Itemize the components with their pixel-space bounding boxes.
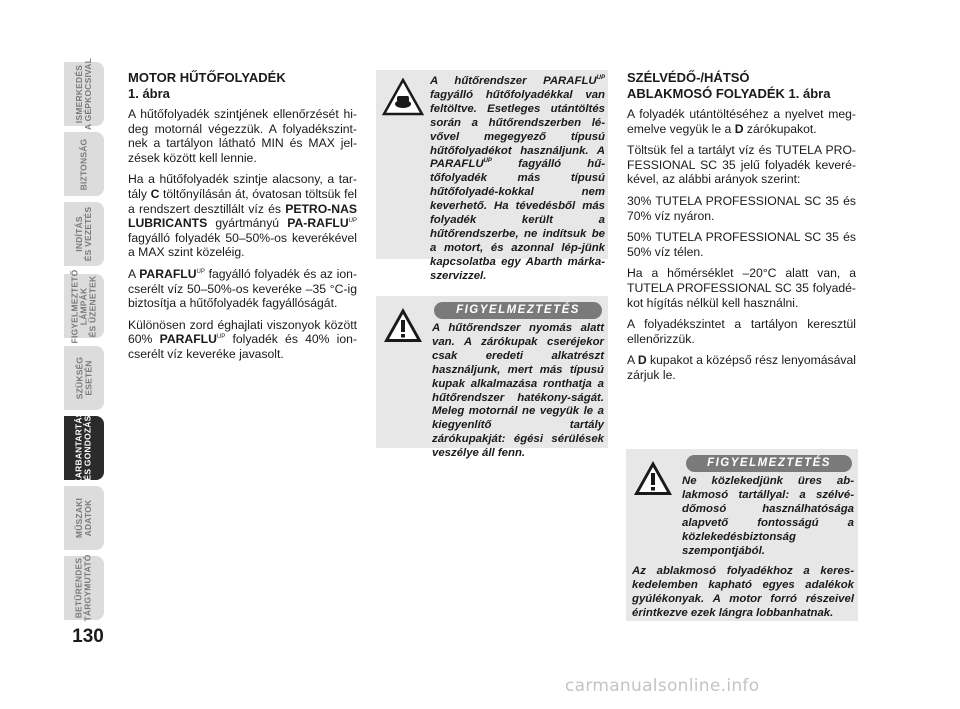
- engine-coolant-section: [128, 70, 357, 369]
- section-title: MOTOR HŰTŐFOLYADÉK: [128, 70, 286, 85]
- paragraph: A folyadékszintet a tartályon keresztül ellenőrizzük.: [627, 317, 856, 346]
- washer-fluid-section: [627, 70, 856, 390]
- paragraph: A hűtőfolyadék szintjének ellenőrzését hi-deg motornál végezzük. A folyadékszint-nek a tartályon látható MIN és MAX jel-zések között kell lennie.: [128, 107, 357, 165]
- coolant-warning-text: A hűtőrendszer nyomás alatt van. A zárókupak cseréjekor csak eredeti alkatrészt használjunk, mert más típusú kupak alkalmazása ronthatja a hűtőrendszer hatékony-ságát. Meleg motornál ne vegyük le a kiegyenlítő tartály zárókupakját: égési sérülések veszélye áll fenn.: [432, 322, 604, 460]
- paragraph: A folyadék utántöltéséhez a nyelvet meg-emelve vegyük le a D zárókupakot.: [627, 107, 856, 136]
- section-title: SZÉLVÉDŐ-/HÁTSÓ: [627, 70, 750, 85]
- section-title: ABLAKMOSÓ FOLYADÉK 1. ábra: [627, 86, 831, 101]
- washer-warning-box: [626, 449, 858, 621]
- paragraph: A D kupakot a középső rész lenyomásával zárjuk le.: [627, 353, 856, 382]
- environment-note-text: A hűtőrendszer $PARAFLU^{UP}$ fagyálló hűtőfolyadékkal van feltöltve. Esetleges utántöltés során a hűtőrendszerben lé-vővel megegyező típusú hűtőfolyadékot használjunk. A $PARAFLU^{UP}$ fagyálló hű-tőfolyadék más típusú hűtőfolyadé-kokkal nem keverhető. Ha tévedésből más folyadék került a hűtőrendszerbe, ne indítsuk be a motort, és azonnal lép-jünk kapcsolatba egy Abarth márka-szervizzel.: [430, 75, 605, 282]
- paragraph: A $PARAFLU^{UP}$ fagyálló folyadék és az ion-cserélt víz 50–50%-os keveréke –35 °C-ig biztosítja a hűtőfolyadék fagyállóságát.: [128, 266, 358, 311]
- coolant-warning-box: [376, 296, 608, 460]
- tab-safety[interactable]: BIZTONSÁG: [64, 132, 104, 196]
- warning-label: FIGYELMEZTETÉS: [434, 302, 602, 319]
- warning-label: FIGYELMEZTETÉS: [686, 455, 852, 472]
- tab-emergency[interactable]: SZÜKSÉG ESETÉN: [64, 346, 104, 410]
- tab-index[interactable]: BETŰRENDES TÁRGYMUTATÓ: [64, 556, 104, 620]
- paragraph: Ha a hűtőfolyadék szintje alacsony, a tar-tály C töltőnyílásán át, óvatosan töltsük fel a rendszert desztillált víz és PETRO-NAS LUBRICANTS gyártmányú $PA-RAFLU^{UP}$ fagyálló folyadék 50–50%-os keverékével a MAX szint közeléig.: [128, 172, 357, 260]
- watermark: carmanualsonline.info: [565, 676, 760, 696]
- page-number: 130: [72, 626, 104, 647]
- environment-note-box: [376, 70, 608, 282]
- section-figure-ref: 1. ábra: [128, 86, 170, 101]
- washer-warning-text: Az ablakmosó folyadékhoz a keres-kedelemben kapható egyes adalékok gyúlékonyak. A motor forró részeivel érintkezve ezek lángra lobbanhatnak.: [632, 565, 854, 620]
- tab-technical-data[interactable]: MŰSZAKI ADATOK: [64, 486, 104, 550]
- tab-warning-lights[interactable]: FIGYELMEZTETŐ LÁMPÁK ÉS ÜZENETEK: [64, 274, 104, 338]
- paragraph: 50% TUTELA PROFESSIONAL SC 35 és 50% víz télen.: [627, 230, 856, 259]
- washer-warning-text: Ne közlekedjünk üres ab-lakmosó tartállyal: a szélvé-dőmosó használhatósága alapvető fontosságú a közlekedésbiztonság szempontjából.: [682, 475, 854, 557]
- paragraph: Különösen zord éghajlati viszonyok között 60% $PARAFLU^{UP}$ folyadék és 40% ion-cserélt víz keveréke javasolt.: [128, 317, 358, 361]
- paragraph: Ha a hőmérséklet –20°C alatt van, a TUTELA PROFESSIONAL SC 35 folyadé-kot hígítás nélkül kell használni.: [627, 266, 856, 310]
- tab-starting-driving[interactable]: INDÍTÁS ÉS VEZETÉS: [64, 202, 104, 266]
- paragraph: Töltsük fel a tartályt víz és TUTELA PRO-FESSIONAL SC 35 jelű folyadék keveré-kével, az alábbi arányok szerint:: [627, 143, 856, 187]
- paragraph: 30% TUTELA PROFESSIONAL SC 35 és 70% víz nyáron.: [627, 193, 856, 223]
- tab-maintenance[interactable]: KARBANTARTÁS ÉS GONDOZÁS: [64, 416, 104, 480]
- tab-getting-to-know[interactable]: ISMERKEDÉS A GÉPKOCSIVAL: [64, 62, 104, 126]
